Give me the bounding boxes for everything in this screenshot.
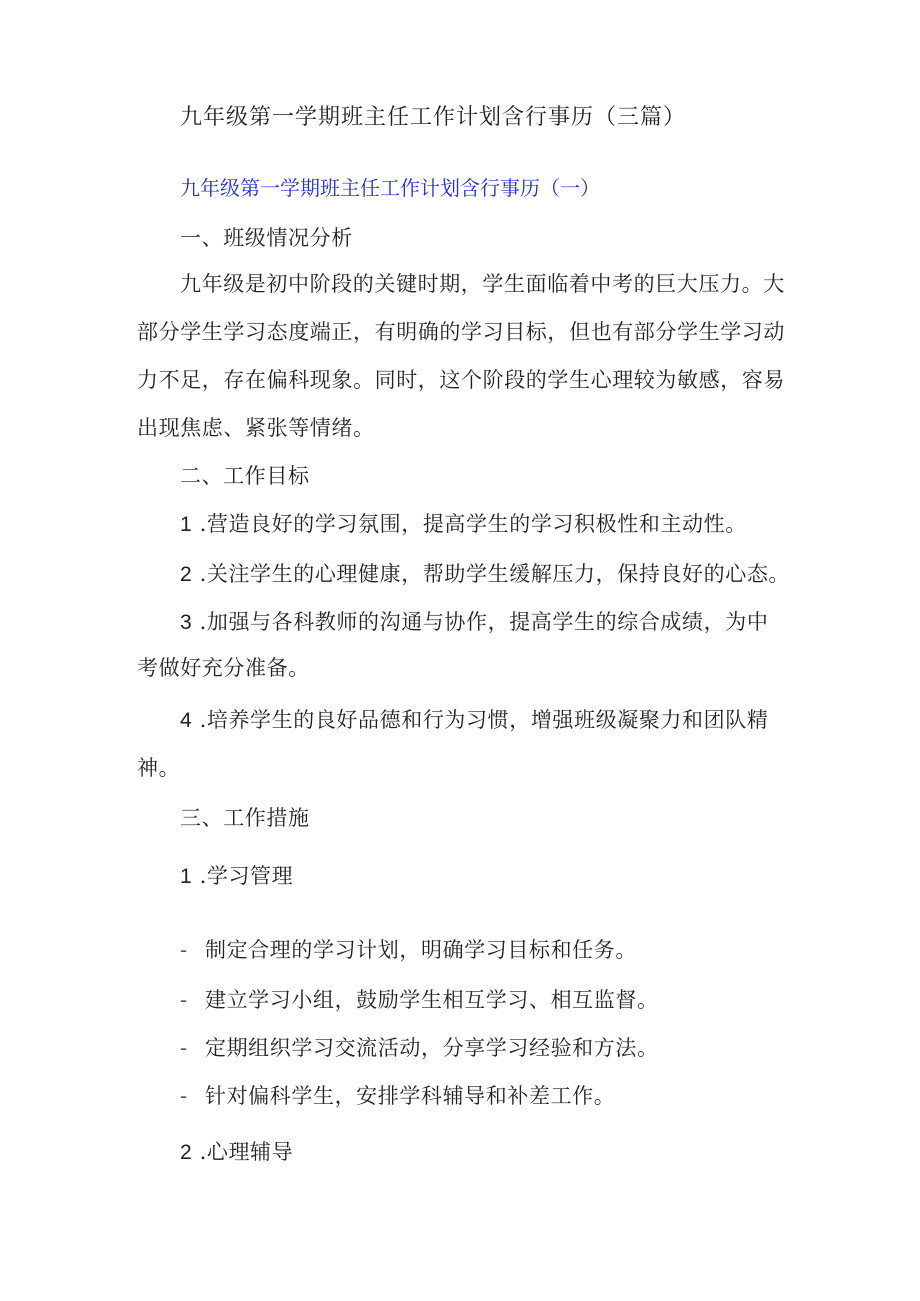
goal-item-4 <box>180 706 768 735</box>
section3-heading: 三、工作措施 <box>180 806 310 830</box>
measure-title: .学习管理 <box>199 864 294 888</box>
section1-heading: 一、班级情况分析 <box>180 226 353 250</box>
goal-item-number: 1 <box>180 513 193 536</box>
section1-line-2: 部分学生学习态度端正，有明确的学习目标，但也有部分学生学习动 <box>137 320 785 344</box>
measure-title: .心理辅导 <box>199 1140 294 1164</box>
measure-subheading-2 <box>180 1138 293 1167</box>
goal-item-text: .加强与各科教师的沟通与协作，提高学生的综合成绩，为中 <box>199 610 769 634</box>
goal-item-1 <box>180 510 747 539</box>
dash-bullet: - <box>180 938 188 962</box>
goal-item-number: 2 <box>180 563 193 586</box>
goal-item-number: 4 <box>180 709 193 732</box>
document-title: 九年级第一学期班主任工作计划含行事历（三篇） <box>180 105 687 130</box>
bullet-text: 定期组织学习交流活动，分享学习经验和方法。 <box>204 1036 659 1060</box>
section1-line-3: 力不足，存在偏科现象。同时，这个阶段的学生心理较为敏感，容易 <box>137 368 785 392</box>
bullet-item-2 <box>180 986 659 1014</box>
section2-heading: 二、工作目标 <box>180 464 310 488</box>
goal-item-3 <box>180 608 768 637</box>
dash-bullet: - <box>180 1036 188 1060</box>
bullet-text: 制定合理的学习计划，明确学习目标和任务。 <box>204 938 637 962</box>
goal-item-text: .营造良好的学习氛围，提高学生的学习积极性和主动性。 <box>199 512 747 536</box>
goal-item-2 <box>180 560 790 589</box>
bullet-item-3 <box>180 1034 659 1062</box>
section1-line-4: 出现焦虑、紧张等情绪。 <box>137 416 375 440</box>
dash-bullet: - <box>180 988 188 1012</box>
document-subtitle: 九年级第一学期班主任工作计划含行事历（一） <box>180 176 600 200</box>
measure-subheading-1 <box>180 862 293 891</box>
bullet-text: 建立学习小组，鼓励学生相互学习、相互监督。 <box>204 988 659 1012</box>
goal-item-number: 3 <box>180 611 193 634</box>
goal-item-text: .关注学生的心理健康，帮助学生缓解压力，保持良好的心态。 <box>199 562 791 586</box>
measure-number: 1 <box>180 865 193 888</box>
goal-item-text: .培养学生的良好品德和行为习惯，增强班级凝聚力和团队精 <box>199 708 769 732</box>
section1-line-1: 九年级是初中阶段的关键时期，学生面临着中考的巨大压力。大 <box>180 272 785 296</box>
goal-item-4-continuation: 神。 <box>137 756 181 780</box>
dash-bullet: - <box>180 1084 188 1108</box>
goal-item-3-continuation: 考做好充分准备。 <box>137 656 310 680</box>
bullet-item-1 <box>180 936 637 964</box>
bullet-text: 针对偏科学生，安排学科辅导和补差工作。 <box>204 1084 616 1108</box>
bullet-item-4 <box>180 1082 615 1110</box>
measure-number: 2 <box>180 1141 193 1164</box>
